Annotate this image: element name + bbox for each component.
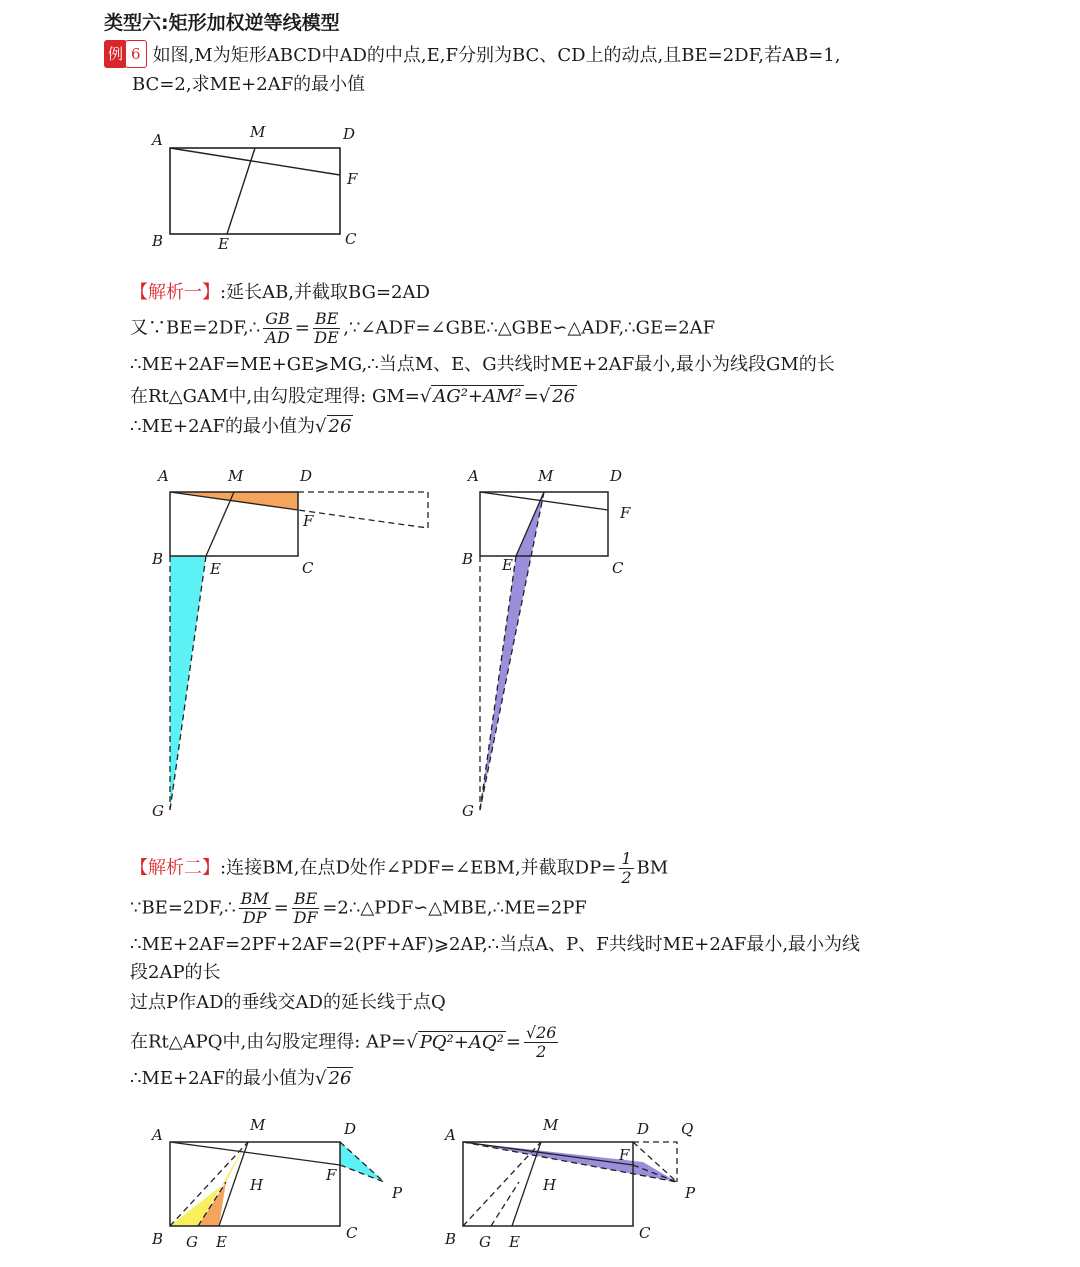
- sol1-line-3: ∴ME+2AF=ME+GE⩾MG,∴当点M、E、G共线时ME+2AF最小,最小为线段GM的长: [130, 354, 835, 375]
- frac-num: GB: [265, 309, 290, 328]
- equals: =: [523, 386, 539, 407]
- frac-num: 1: [621, 849, 632, 868]
- sol2-line-4: 段2AP的长: [130, 962, 221, 983]
- frac-den: DE: [314, 328, 339, 347]
- sol1-frac-2: [313, 310, 340, 347]
- sol2-frac-3: [524, 1024, 559, 1061]
- label-G: G: [186, 1233, 198, 1251]
- sol2-radical-2: 26: [328, 1068, 352, 1089]
- label-A: A: [468, 467, 479, 485]
- sol2-text-2a: ∵BE=2DF,∴: [130, 897, 236, 919]
- label-C: C: [612, 559, 624, 577]
- label-F: F: [303, 512, 314, 530]
- label-D: D: [300, 467, 313, 485]
- label-Q: Q: [681, 1120, 694, 1138]
- figure-sol1-left: [140, 460, 450, 825]
- label-B: B: [152, 1230, 164, 1248]
- sol1-line-4: 在Rt△GAM中,由勾股定理得: GM=√ AG²+AM² =√ 26: [130, 386, 576, 407]
- label-M: M: [543, 1116, 559, 1134]
- label-C: C: [302, 559, 314, 577]
- sol2-text-2b: =2∴△PDF∽△MBE,∴ME=2PF: [322, 897, 587, 919]
- label-A: A: [152, 131, 163, 149]
- label-H: H: [250, 1176, 264, 1194]
- sol2-line-6: 在Rt△APQ中,由勾股定理得: AP=√ PQ²+AQ² = $\frac{√26}{2}$: [130, 1023, 557, 1061]
- label-E: E: [218, 235, 229, 253]
- label-H: H: [543, 1176, 557, 1194]
- sol2-heading: 【解析二】: [130, 857, 220, 879]
- problem-text-1: 如图,M为矩形ABCD中AD的中点,E,F分别为BC、CD上的动点,且BE=2DF,若AB=1,: [152, 45, 841, 66]
- frac-den: 2: [621, 868, 632, 887]
- page-title: 类型六:矩形加权逆等线模型: [104, 12, 340, 34]
- sol2-text-1b: BM: [636, 857, 669, 879]
- label-D: D: [344, 1120, 357, 1138]
- label-M: M: [250, 123, 266, 141]
- label-G: G: [152, 802, 164, 820]
- label-M: M: [538, 467, 554, 485]
- sol1-line-5: ∴ME+2AF的最小值为√ 26: [130, 416, 352, 437]
- label-D: D: [610, 467, 623, 485]
- sol2-frac-1: [239, 890, 271, 927]
- sol2-text-6a: 在Rt△APQ中,由勾股定理得: AP=: [130, 1031, 407, 1053]
- sol2-frac-2: [292, 890, 319, 927]
- figure-sol1-right: [450, 460, 670, 825]
- label-F: F: [619, 1146, 630, 1164]
- label-B: B: [152, 232, 164, 250]
- label-C: C: [639, 1224, 651, 1242]
- figure-sol2-right: [433, 1110, 723, 1260]
- label-A: A: [158, 467, 169, 485]
- sol2-line-3: ∴ME+2AF=2PF+2AF=2(PF+AF)⩾2AP,∴当点A、P、F共线时ME+2AF最小,最小为线: [130, 934, 861, 955]
- example-number: 6: [125, 40, 147, 68]
- label-M: M: [228, 467, 244, 485]
- label-C: C: [345, 230, 357, 248]
- label-B: B: [445, 1230, 457, 1248]
- example-badge: 例: [104, 40, 127, 68]
- sol1-text-2a: 又∵BE=2DF,∴: [130, 317, 261, 339]
- sol2-radical-1: PQ²+AQ²: [419, 1031, 504, 1053]
- equals: =: [505, 1031, 521, 1053]
- sol2-text-1a: :连接BM,在点D处作∠PDF=∠EBM,并截取DP=: [220, 857, 617, 879]
- sol1-radical-3: 26: [328, 416, 352, 437]
- frac-den: DF: [293, 908, 318, 927]
- label-P: P: [685, 1184, 696, 1202]
- frac-num: √26: [525, 1023, 557, 1042]
- label-E: E: [509, 1233, 520, 1251]
- frac-den: AD: [265, 328, 290, 347]
- equals: =: [294, 317, 310, 339]
- sol1-text-4a: 在Rt△GAM中,由勾股定理得: GM=: [130, 386, 420, 407]
- equals: =: [273, 897, 289, 919]
- sol2-line-5: 过点P作AD的垂线交AD的延长线于点Q: [130, 992, 446, 1013]
- problem-line-1: [104, 40, 840, 69]
- label-P: P: [392, 1184, 403, 1202]
- figure-problem: [140, 118, 380, 258]
- sol1-heading: 【解析一】: [130, 282, 220, 303]
- label-A: A: [445, 1126, 456, 1144]
- label-A: A: [152, 1126, 163, 1144]
- label-D: D: [343, 125, 356, 143]
- sol2-frac-half: [619, 850, 633, 887]
- label-B: B: [462, 550, 474, 568]
- sol1-text-2b: ,∵∠ADF=∠GBE∴△GBE∽△ADF,∴GE=2AF: [343, 317, 716, 339]
- label-F: F: [620, 504, 631, 522]
- frac-num: BE: [314, 309, 339, 328]
- sol2-text-7a: ∴ME+2AF的最小值为: [130, 1068, 316, 1089]
- sol1-line-2: [130, 310, 715, 347]
- label-E: E: [210, 560, 221, 578]
- sol1-radical-1: AG²+AM²: [433, 386, 522, 407]
- sol2-line-2: [130, 890, 587, 927]
- frac-num: BM: [240, 889, 269, 908]
- frac-den: 2: [536, 1042, 547, 1061]
- sol1-text-5a: ∴ME+2AF的最小值为: [130, 416, 316, 437]
- label-B: B: [152, 550, 164, 568]
- figure-sol2-left: [140, 1110, 420, 1260]
- sol1-frac-1: [263, 310, 292, 347]
- sol2-line-1: [130, 850, 668, 887]
- sol2-line-7: ∴ME+2AF的最小值为√ 26: [130, 1068, 352, 1089]
- frac-num: BE: [293, 889, 318, 908]
- label-G: G: [462, 802, 474, 820]
- label-D: D: [637, 1120, 650, 1138]
- label-C: C: [346, 1224, 358, 1242]
- problem-line-2: BC=2,求ME+2AF的最小值: [132, 74, 366, 95]
- label-G: G: [479, 1233, 491, 1251]
- sol1-line-1: [130, 280, 430, 306]
- label-F: F: [347, 170, 358, 188]
- label-E: E: [216, 1233, 227, 1251]
- label-E: E: [502, 556, 513, 574]
- frac-den: DP: [242, 908, 267, 927]
- label-M: M: [250, 1116, 266, 1134]
- sol1-text-1: :延长AB,并截取BG=2AD: [220, 282, 430, 303]
- sol1-radical-2: 26: [552, 386, 576, 407]
- label-F: F: [326, 1166, 337, 1184]
